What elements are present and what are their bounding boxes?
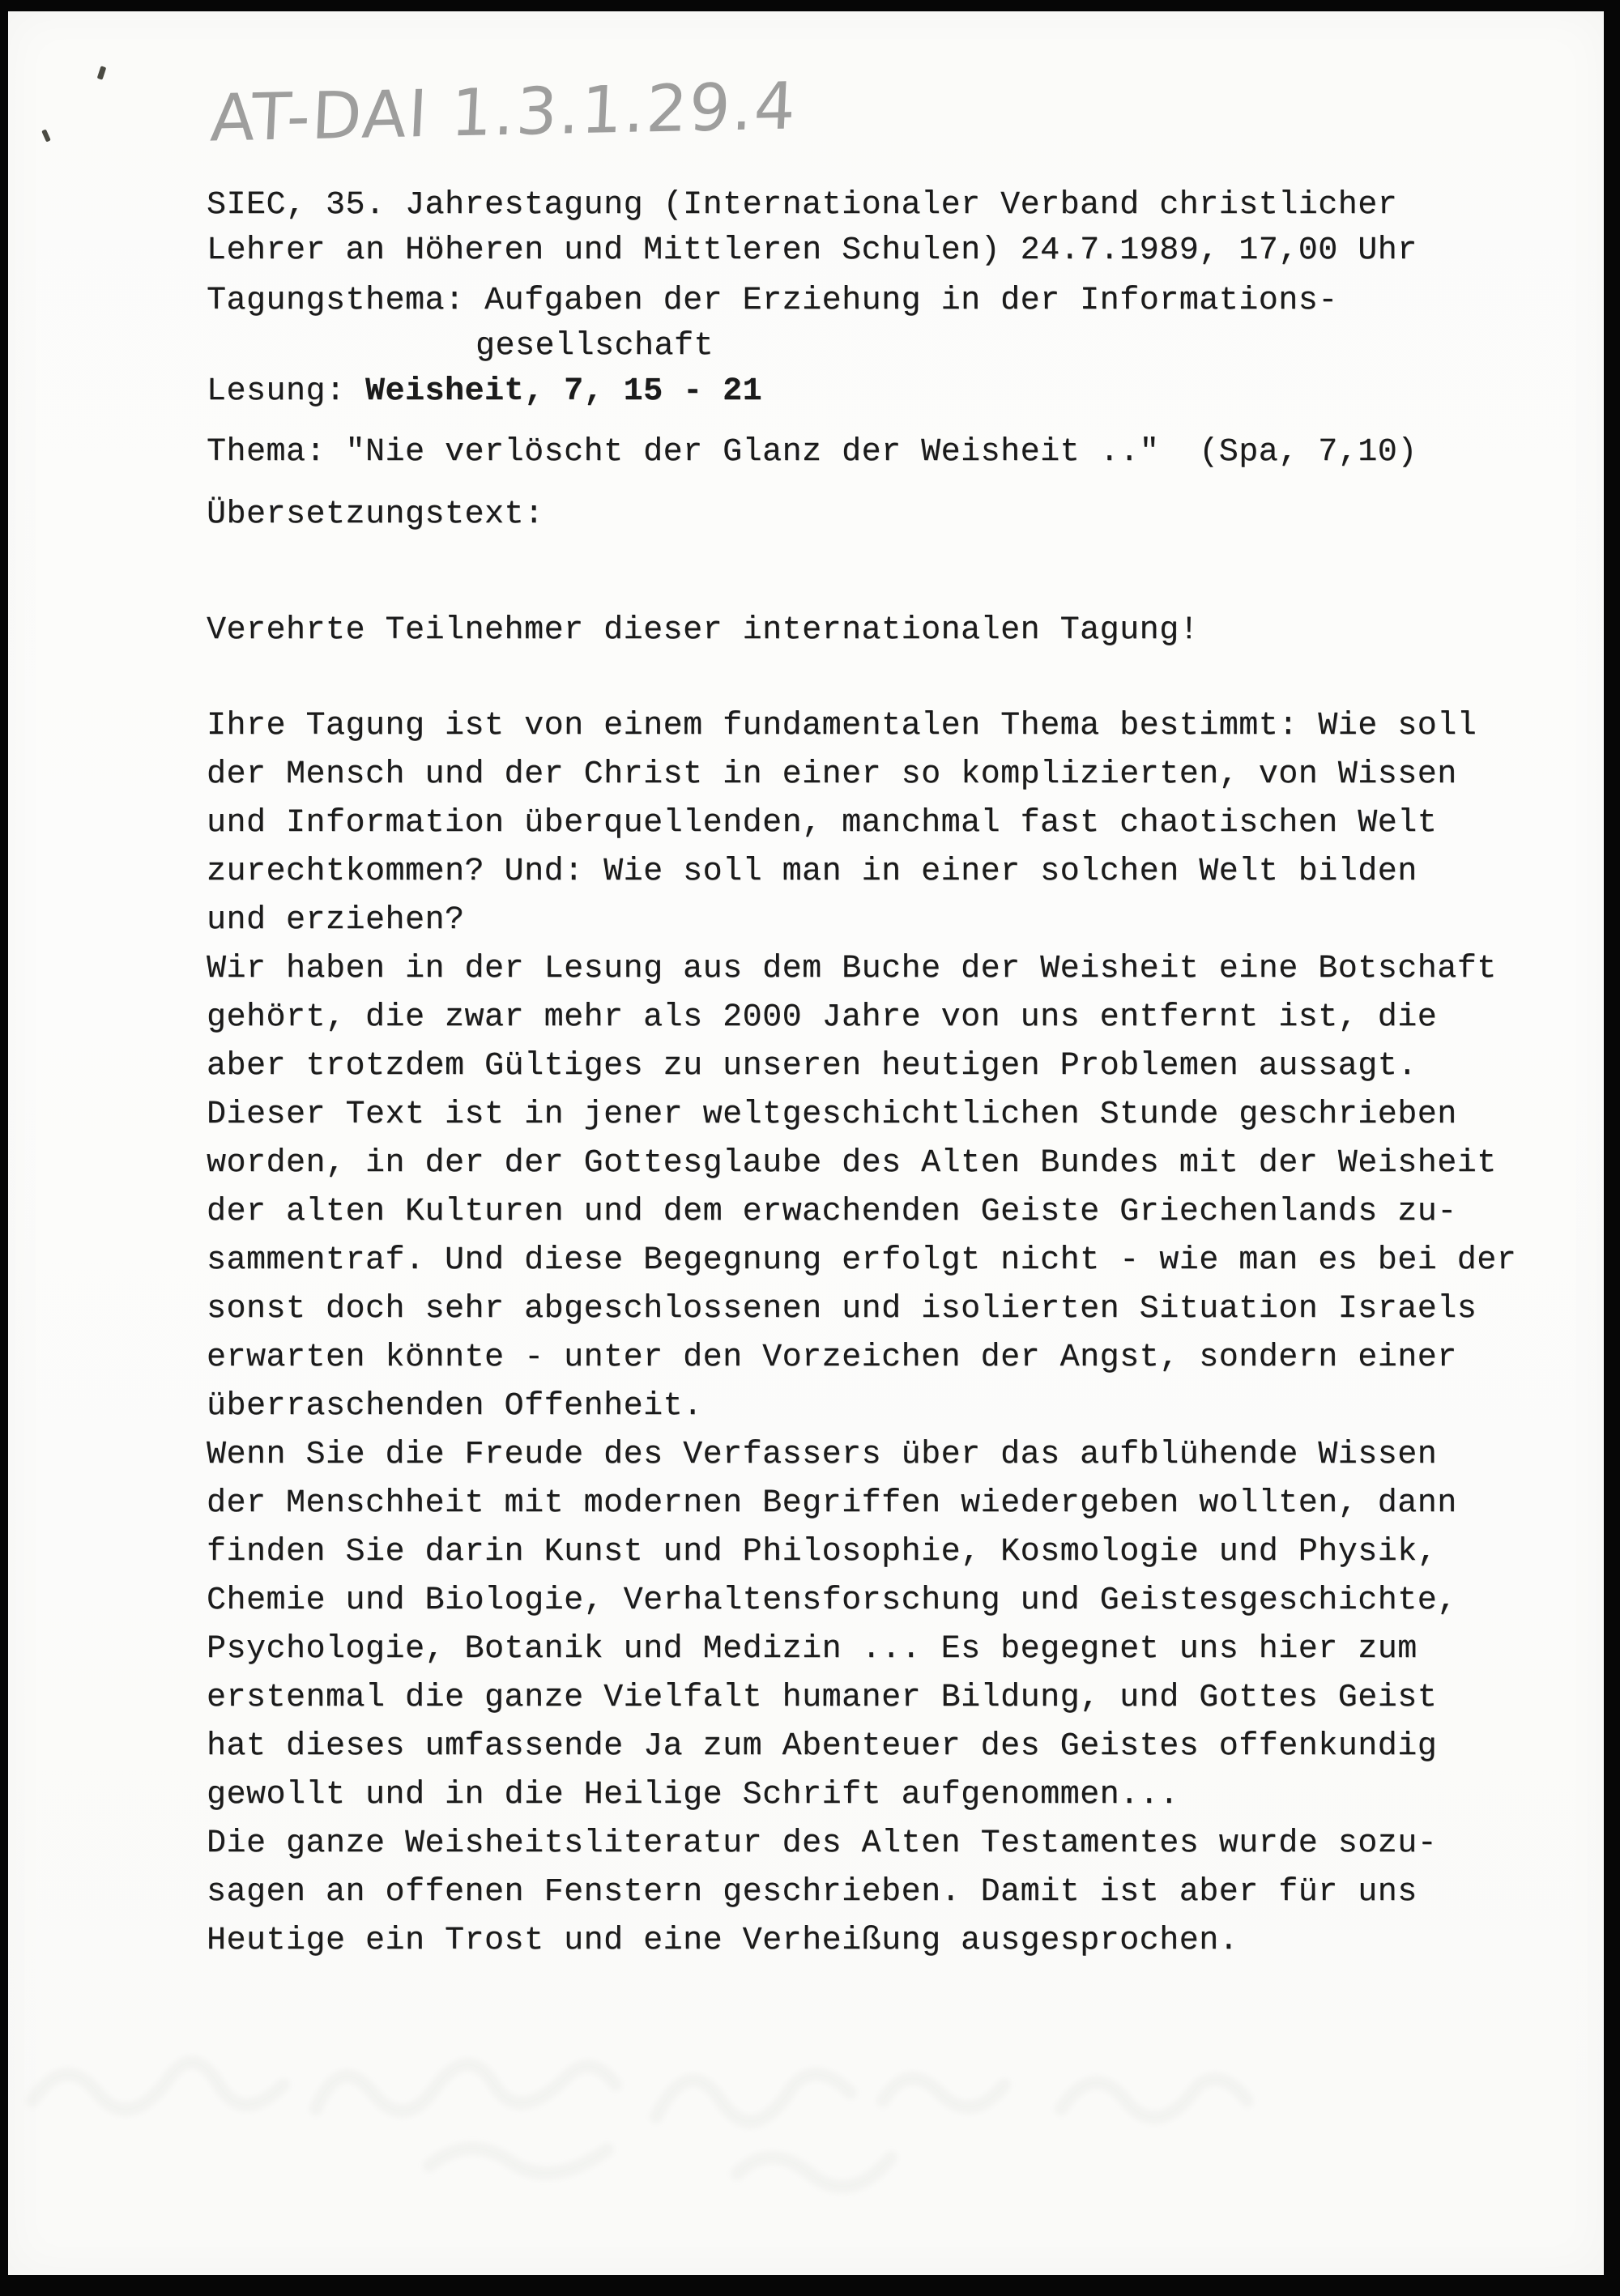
body-line: der Mensch und der Christ in einer so komplizierten, von Wissen xyxy=(207,756,1457,793)
body-line: gewollt und in die Heilige Schrift aufgenommen... xyxy=(207,1777,1179,1813)
body-line: gehört, die zwar mehr als 2000 Jahre von uns entfernt ist, die xyxy=(207,999,1438,1036)
body-line: Wenn Sie die Freude des Verfassers über das aufblühende Wissen xyxy=(207,1437,1438,1473)
body-line: Wir haben in der Lesung aus dem Buche der Weisheit eine Botschaft xyxy=(207,951,1497,987)
tagungsthema-value-2: gesellschaft xyxy=(475,328,714,364)
header-line-1: SIEC, 35. Jahrestagung (Internationaler Verband christlicher xyxy=(207,187,1398,224)
handwritten-archive-code: AT-DAI 1.3.1.29.4 xyxy=(208,68,799,156)
header-line-2: Lehrer an Höheren und Mittleren Schulen) 24.7.1989, 17,00 Uhr xyxy=(207,232,1418,269)
tagungsthema-value-1: Aufgaben der Erziehung in der Informations- xyxy=(484,283,1338,319)
body-line: Dieser Text ist in jener weltgeschichtlichen Stunde geschrieben xyxy=(207,1097,1457,1133)
bleed-through-ink xyxy=(8,1979,1320,2222)
body-line: zurechtkommen? Und: Wie soll man in einer solchen Welt bilden xyxy=(207,854,1418,890)
lesung-label: Lesung: xyxy=(207,373,366,410)
document-page xyxy=(8,11,1604,2275)
body-line: Psychologie, Botanik und Medizin ... Es begegnet uns hier zum xyxy=(207,1631,1418,1668)
uebersetzungstext-label: Übersetzungstext: xyxy=(207,496,544,533)
body-line: Heutige ein Trost und eine Verheißung ausgesprochen. xyxy=(207,1923,1239,1959)
body-line: hat dieses umfassende Ja zum Abenteuer des Geistes offenkundig xyxy=(207,1728,1438,1765)
body-text xyxy=(207,702,1516,1966)
body-line: überraschenden Offenheit. xyxy=(207,1388,703,1425)
salutation: Verehrte Teilnehmer dieser internationalen Tagung! xyxy=(207,612,1200,649)
tagungsthema-label: Tagungsthema: xyxy=(207,283,485,319)
body-line: Ihre Tagung ist von einem fundamentalen Thema bestimmt: Wie soll xyxy=(207,708,1477,744)
pencil-speck xyxy=(41,129,51,142)
pencil-speck xyxy=(97,66,107,79)
tagungsthema-line-1 xyxy=(207,279,1338,324)
body-line: der alten Kulturen und dem erwachenden Geiste Griechenlands zu- xyxy=(207,1194,1457,1230)
body-line: sammentraf. Und diese Begegnung erfolgt nicht - wie man es bei der xyxy=(207,1242,1517,1279)
body-line: erstenmal die ganze Vielfalt humaner Bildung, und Gottes Geist xyxy=(207,1680,1438,1716)
lesung-line xyxy=(207,369,762,415)
body-line: und Information überquellenden, manchmal fast chaotischen Welt xyxy=(207,805,1438,841)
thema-line xyxy=(207,430,1418,475)
body-line: worden, in der der Gottesglaube des Alten Bundes mit der Weisheit xyxy=(207,1145,1497,1182)
body-line: erwarten könnte - unter den Vorzeichen der Angst, sondern einer xyxy=(207,1340,1457,1376)
lesung-value: Weisheit, 7, 15 - 21 xyxy=(365,373,763,410)
thema-label: Thema: xyxy=(207,434,346,471)
body-line: finden Sie darin Kunst und Philosophie, Kosmologie und Physik, xyxy=(207,1534,1438,1570)
body-line: Die ganze Weisheitsliteratur des Alten Testamentes wurde sozu- xyxy=(207,1825,1438,1862)
body-line: Chemie und Biologie, Verhaltensforschung und Geistesgeschichte, xyxy=(207,1582,1457,1619)
body-line: der Menschheit mit modernen Begriffen wiedergeben wollten, dann xyxy=(207,1485,1457,1522)
body-line: aber trotzdem Gültiges zu unseren heutigen Problemen aussagt. xyxy=(207,1048,1418,1084)
body-line: und erziehen? xyxy=(207,902,465,939)
body-line: sonst doch sehr abgeschlossenen und isolierten Situation Israels xyxy=(207,1291,1477,1327)
thema-value: "Nie verlöscht der Glanz der Weisheit .." (Spa, 7,10) xyxy=(345,434,1418,471)
body-line: sagen an offenen Fenstern geschrieben. Damit ist aber für uns xyxy=(207,1874,1418,1910)
